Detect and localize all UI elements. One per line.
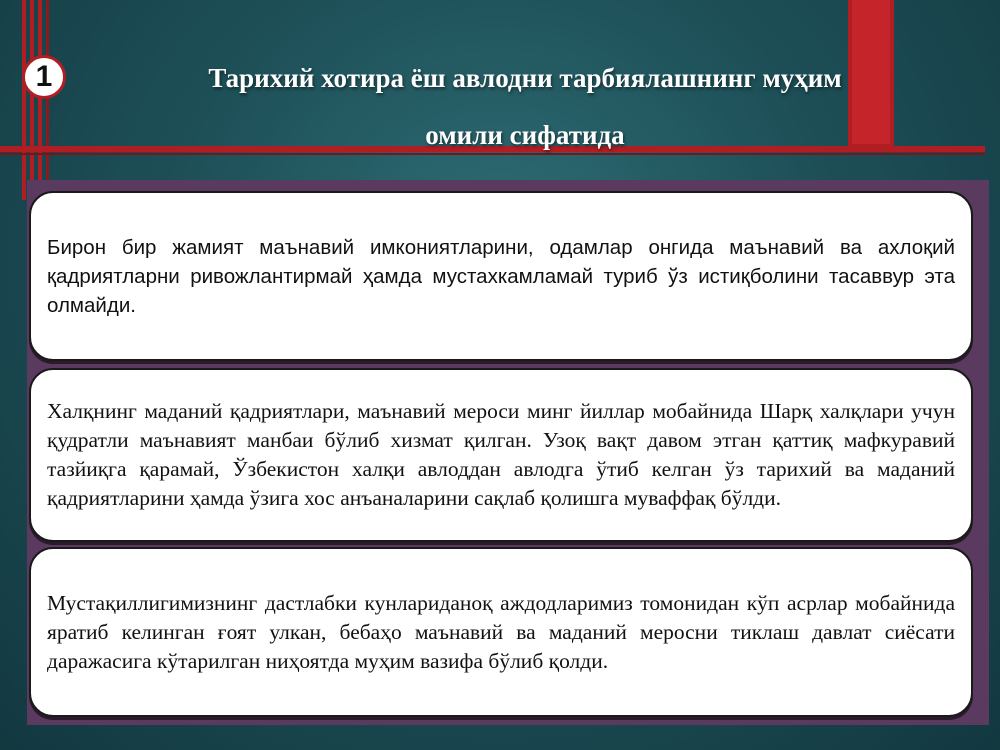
text-card-3 <box>29 547 973 717</box>
slide-title-line2: омили сифатида <box>425 120 625 150</box>
slide-title-line1: Тарихий хотира ёш авлодни тарбиялашнинг муҳим <box>208 63 842 93</box>
text-card-2-body: Халқнинг маданий қадриятлари, маънавий мероси минг йиллар мобайнида Шарқ халқлари учун қудратли маънавият манбаи бўлиб хизмат қилган. Узоқ вақт давом этган қаттиқ мафкуравий тазйиқга қарамай, Ўзбекистон халқи авлоддан авлодга ўтиб келган ўз тарихий ва маданий қадриятларини ҳамда ўзига хос анъаналарини сақлаб қолишга муваффақ бўлди. <box>47 399 955 510</box>
slide-number-badge: 1 <box>22 55 66 99</box>
text-card-1-body: Бирон бир жамият маънавий имкониятларини, одамлар онгида маънавий ва ахлоқий қадриятларни ривожлантирмай ҳамда мустахкамламай туриб ўз истиқболини тасаввур эта олмайди. <box>47 235 955 317</box>
text-card-1 <box>29 191 973 361</box>
text-card-2 <box>29 368 973 542</box>
decorative-stripes <box>0 0 60 200</box>
text-card-3-body: Мустақиллигимизнинг дастлабки кунлариданоқ аждодларимиз томонидан кўп асрлар мобайнида яратиб келинган ғоят улкан, бебаҳо маънавий ва маданий меросни тиклаш давлат сиёсати даражасига кўтарилган ниҳоятда муҳим вазифа бўлиб қолди. <box>47 590 955 673</box>
slide-title <box>110 50 940 164</box>
